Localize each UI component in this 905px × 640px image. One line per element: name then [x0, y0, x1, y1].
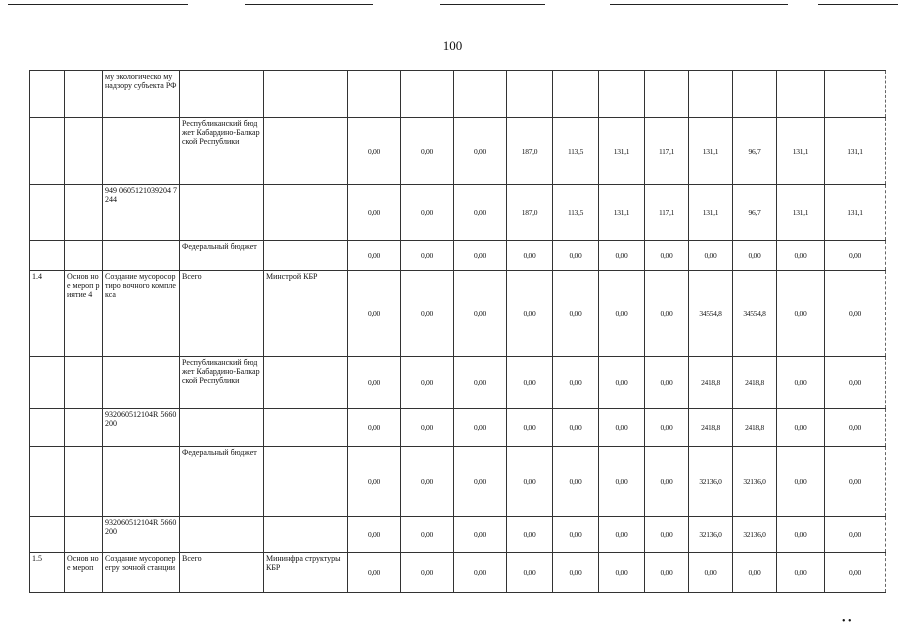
table-row	[30, 241, 886, 271]
header-rule	[8, 4, 188, 5]
header-rule	[610, 4, 788, 5]
value-cell: 0,00	[401, 185, 454, 241]
row-title-cell: 932060512104R 5660200	[103, 517, 180, 553]
row-code-cell	[30, 409, 65, 447]
value-cell: 0,00	[454, 553, 507, 593]
value-cell: 187,0	[507, 185, 553, 241]
value-cell: 0,00	[825, 357, 886, 409]
value-cell: 0,00	[454, 447, 507, 517]
row-code-cell	[30, 357, 65, 409]
row-code-cell: 1.4	[30, 271, 65, 357]
value-cell: 0,00	[507, 241, 553, 271]
value-cell: 0,00	[454, 357, 507, 409]
value-cell: 0,00	[401, 271, 454, 357]
row-source-cell: Республиканский бюджет Кабардино-Балкарской Республики	[180, 357, 264, 409]
value-cell: 113,5	[553, 185, 599, 241]
footer-marks: • •	[842, 616, 852, 627]
value-cell: 0,00	[401, 517, 454, 553]
value-cell: 131,1	[825, 118, 886, 185]
row-code-cell	[30, 118, 65, 185]
value-cell	[599, 71, 645, 118]
table-row	[30, 118, 886, 185]
budget-table	[29, 70, 886, 593]
value-cell: 0,00	[454, 118, 507, 185]
value-cell: 0,00	[348, 118, 401, 185]
row-code-cell	[30, 517, 65, 553]
value-cell: 0,00	[825, 271, 886, 357]
row-code-cell	[30, 241, 65, 271]
row-source-cell: Республиканский бюджет Кабардино-Балкарской Республики	[180, 118, 264, 185]
value-cell	[733, 71, 777, 118]
table-row	[30, 71, 886, 118]
row-type-cell: Основ ное мероп риятие 4	[65, 271, 103, 357]
value-cell: 0,00	[348, 241, 401, 271]
value-cell: 0,00	[553, 409, 599, 447]
value-cell: 0,00	[645, 271, 689, 357]
value-cell: 0,00	[348, 357, 401, 409]
value-cell	[401, 71, 454, 118]
value-cell: 0,00	[553, 271, 599, 357]
value-cell: 0,00	[401, 357, 454, 409]
row-title-cell	[103, 357, 180, 409]
row-title-cell: 949 0605121039204 7244	[103, 185, 180, 241]
row-source-cell: Федеральный бюджет	[180, 447, 264, 517]
value-cell: 32136,0	[689, 517, 733, 553]
value-cell: 0,00	[348, 271, 401, 357]
row-title-cell: му экологическо му надзору субъекта РФ	[103, 71, 180, 118]
value-cell: 0,00	[553, 241, 599, 271]
value-cell: 117,1	[645, 118, 689, 185]
row-source-cell	[180, 71, 264, 118]
row-type-cell	[65, 447, 103, 517]
value-cell: 0,00	[553, 357, 599, 409]
value-cell: 0,00	[645, 553, 689, 593]
page-number: 100	[442, 38, 463, 53]
value-cell: 0,00	[599, 447, 645, 517]
value-cell: 0,00	[599, 357, 645, 409]
row-type-cell	[65, 118, 103, 185]
value-cell: 0,00	[689, 241, 733, 271]
row-type-cell	[65, 357, 103, 409]
row-source-cell	[180, 409, 264, 447]
value-cell: 96,7	[733, 185, 777, 241]
row-executor-cell	[264, 409, 348, 447]
value-cell: 0,00	[454, 409, 507, 447]
value-cell: 0,00	[645, 447, 689, 517]
value-cell: 0,00	[733, 241, 777, 271]
value-cell: 0,00	[825, 241, 886, 271]
value-cell: 0,00	[777, 517, 825, 553]
value-cell: 0,00	[599, 271, 645, 357]
value-cell	[825, 71, 886, 118]
value-cell: 0,00	[507, 517, 553, 553]
value-cell: 0,00	[401, 409, 454, 447]
value-cell: 32136,0	[733, 517, 777, 553]
row-executor-cell	[264, 118, 348, 185]
row-executor-cell	[264, 447, 348, 517]
value-cell: 0,00	[645, 409, 689, 447]
value-cell	[777, 71, 825, 118]
value-cell: 131,1	[777, 185, 825, 241]
value-cell: 0,00	[825, 517, 886, 553]
value-cell: 0,00	[507, 409, 553, 447]
table-row	[30, 409, 886, 447]
value-cell: 0,00	[599, 409, 645, 447]
row-title-cell	[103, 118, 180, 185]
row-title-cell	[103, 241, 180, 271]
row-type-cell	[65, 241, 103, 271]
value-cell: 32136,0	[689, 447, 733, 517]
header-rule	[245, 4, 373, 5]
value-cell: 0,00	[553, 553, 599, 593]
row-source-cell: Всего	[180, 271, 264, 357]
value-cell: 0,00	[733, 553, 777, 593]
row-type-cell	[65, 409, 103, 447]
row-source-cell: Всего	[180, 553, 264, 593]
value-cell: 2418,8	[733, 357, 777, 409]
row-type-cell	[65, 71, 103, 118]
value-cell	[507, 71, 553, 118]
value-cell: 0,00	[777, 241, 825, 271]
value-cell	[454, 71, 507, 118]
table-row	[30, 447, 886, 517]
value-cell: 34554,8	[689, 271, 733, 357]
value-cell: 0,00	[454, 241, 507, 271]
row-source-cell	[180, 517, 264, 553]
value-cell: 187,0	[507, 118, 553, 185]
row-code-cell	[30, 185, 65, 241]
value-cell: 0,00	[454, 185, 507, 241]
row-source-cell	[180, 185, 264, 241]
row-executor-cell	[264, 185, 348, 241]
value-cell	[553, 71, 599, 118]
value-cell: 0,00	[553, 447, 599, 517]
value-cell: 131,1	[689, 185, 733, 241]
value-cell: 0,00	[507, 271, 553, 357]
value-cell: 0,00	[454, 517, 507, 553]
value-cell: 131,1	[825, 185, 886, 241]
row-executor-cell	[264, 71, 348, 118]
value-cell: 0,00	[401, 447, 454, 517]
value-cell: 131,1	[599, 185, 645, 241]
table-row	[30, 517, 886, 553]
row-code-cell: 1.5	[30, 553, 65, 593]
value-cell: 2418,8	[733, 409, 777, 447]
value-cell: 2418,8	[689, 357, 733, 409]
value-cell: 0,00	[777, 409, 825, 447]
value-cell: 0,00	[401, 118, 454, 185]
value-cell: 0,00	[777, 447, 825, 517]
row-title-cell	[103, 447, 180, 517]
row-title-cell: Создание мусороперегру зочной станции	[103, 553, 180, 593]
value-cell: 2418,8	[689, 409, 733, 447]
header-rule	[440, 4, 545, 5]
value-cell: 0,00	[777, 357, 825, 409]
value-cell: 96,7	[733, 118, 777, 185]
row-title-cell: 932060512104R 5660200	[103, 409, 180, 447]
value-cell	[645, 71, 689, 118]
value-cell: 0,00	[825, 447, 886, 517]
row-executor-cell	[264, 357, 348, 409]
row-executor-cell: Минстрой КБР	[264, 271, 348, 357]
value-cell: 0,00	[454, 271, 507, 357]
value-cell: 0,00	[348, 517, 401, 553]
value-cell: 0,00	[645, 517, 689, 553]
value-cell: 0,00	[401, 553, 454, 593]
row-executor-cell	[264, 517, 348, 553]
value-cell: 131,1	[777, 118, 825, 185]
row-executor-cell	[264, 241, 348, 271]
header-rule	[818, 4, 898, 5]
row-type-cell: Основ ное мероп	[65, 553, 103, 593]
value-cell: 0,00	[348, 185, 401, 241]
value-cell: 0,00	[507, 553, 553, 593]
value-cell: 131,1	[599, 118, 645, 185]
value-cell	[689, 71, 733, 118]
value-cell: 0,00	[825, 409, 886, 447]
value-cell: 0,00	[645, 241, 689, 271]
row-code-cell	[30, 71, 65, 118]
value-cell: 0,00	[599, 517, 645, 553]
value-cell: 0,00	[777, 553, 825, 593]
value-cell	[348, 71, 401, 118]
value-cell: 0,00	[507, 447, 553, 517]
value-cell: 32136,0	[733, 447, 777, 517]
table-row	[30, 357, 886, 409]
value-cell: 0,00	[348, 553, 401, 593]
value-cell: 113,5	[553, 118, 599, 185]
table-row	[30, 185, 886, 241]
value-cell: 0,00	[348, 447, 401, 517]
value-cell: 0,00	[777, 271, 825, 357]
row-title-cell: Создание мусоросортиро вочного комплекса	[103, 271, 180, 357]
value-cell: 0,00	[599, 241, 645, 271]
row-type-cell	[65, 517, 103, 553]
value-cell: 0,00	[825, 553, 886, 593]
row-type-cell	[65, 185, 103, 241]
value-cell: 117,1	[645, 185, 689, 241]
value-cell: 0,00	[689, 553, 733, 593]
value-cell: 0,00	[599, 553, 645, 593]
value-cell: 131,1	[689, 118, 733, 185]
table-row	[30, 553, 886, 593]
table-row	[30, 271, 886, 357]
row-code-cell	[30, 447, 65, 517]
value-cell: 0,00	[348, 409, 401, 447]
value-cell: 0,00	[645, 357, 689, 409]
value-cell: 0,00	[507, 357, 553, 409]
row-source-cell: Федеральный бюджет	[180, 241, 264, 271]
value-cell: 34554,8	[733, 271, 777, 357]
value-cell: 0,00	[401, 241, 454, 271]
value-cell: 0,00	[553, 517, 599, 553]
row-executor-cell: Мининфра структуры КБР	[264, 553, 348, 593]
